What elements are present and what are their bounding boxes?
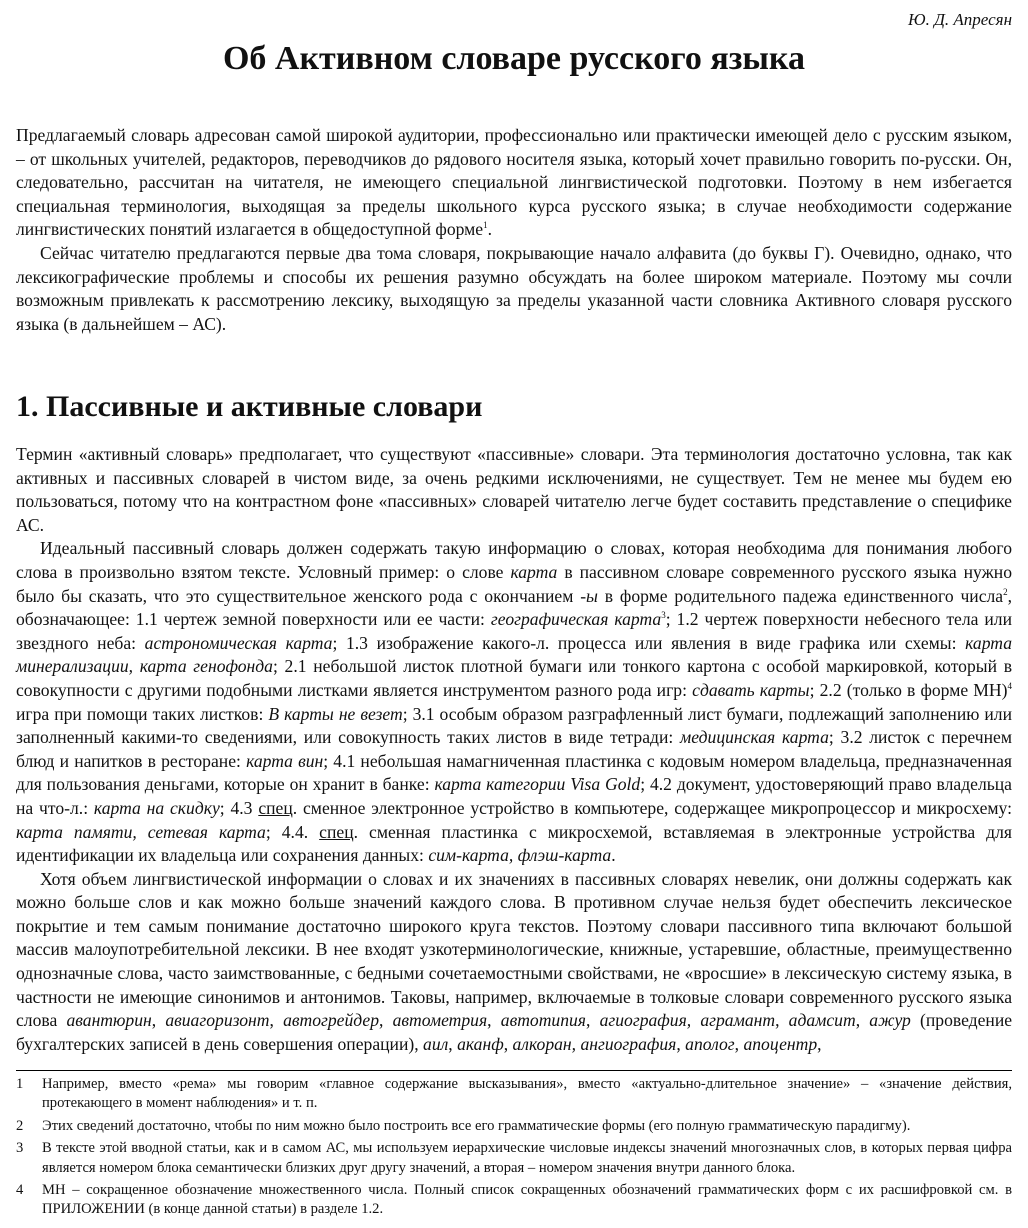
footnote-text: Например, вместо «рема» мы говорим «главное содержание высказывания», вместо «актуально-длительное значение» – «значение действия, протекающего в момент наблюдения» и т. п. [42, 1076, 1012, 1112]
section-paragraph-2: Идеальный пассивный словарь должен содержать такую информацию о словах, которая необходима для понимания любого слова в произвольно взятом тексте. Условный пример: о слове карта в пассивном словаре современного русского языка нужно было бы сказать, что это существительное женского рода с окончанием -ы в форме родительного падежа единственного числа$^2$, обозначающее: 1.1 чертеж земной поверхности или ее части: географическая карта$^3$; 1.2 чертеж поверхности небесного тела или звездного неба: астрономическая карта; 1.3 изображение какого-л. процесса или явления в виде графика или схемы: карта минерализации, карта генофонда; 2.1 небольшой листок плотной бумаги или тонкого картона с особой маркировкой, который в совокупности с другими подобными листками является инструментом разного рода игр: сдавать карты; 2.2 (только в форме МН)$^4$ игра при помощи таких листков: В карты не везет; 3.1 особым образом разграфленный лист бумаги, подлежащий заполнению или заполненный какими-то сведениями, или совокупность таких листов в виде тетради: медицинская карта; 3.2 листок с перечнем блюд и напитков в ресторане: карта вин; 4.1 небольшая намагниченная пластинка с кодовым номером владельца, предназначенная для пользования деньгами, которые он хранит в банке: карта категории Visa Gold; 4.2 документ, удостоверяющий право владельца на что-л.: карта на скидку; 4.3 спец. сменное электронное устройство в компьютере, содержащее микропроцессор и микросхему: карта памяти, сетевая карта; 4.4. спец. сменная пластинка с микросхемой, вставляемая в электронные устройства для идентификации их владельца или сохранения данных: сим-карта, флэш-карта. [16, 538, 1013, 866]
footnote-ref-4[interactable]: 4 [1007, 681, 1012, 692]
footnote [16, 1117, 1012, 1136]
footnote-text: МН – сокращенное обозначение множественного числа. Полный список сокращенных обозначений грамматических форм с их расшифровкой см. в ПРИЛОЖЕНИИ (в конце данной статьи) в разделе 1.2. [42, 1182, 1012, 1218]
footnote-number: 2 [16, 1117, 24, 1134]
footnote-ref-2[interactable]: 2 [1003, 586, 1008, 597]
section-paragraph-1: Термин «активный словарь» предполагает, что существуют «пассивные» словари. Эта терминология достаточно условна, так как активных и пассивных словарей в чистом виде, за очень редкими исключениями, не существует. Тем не менее мы будем ею пользоваться, потому что на контрастном фоне «пассивных» словарей читателю легче будет составить представление о специфике АС. [16, 444, 1012, 535]
footnote [16, 1075, 1012, 1114]
section-1-body [16, 443, 1012, 1056]
footnote-number: 1 [16, 1076, 24, 1092]
footnote-ref-3[interactable]: 3 [661, 610, 666, 621]
intro-section [16, 124, 1012, 336]
footnotes [16, 1070, 1012, 1223]
section-heading: 1. Пассивные и активные словари [16, 390, 483, 423]
intro-paragraph-1: Предлагаемый словарь адресован самой широкой аудитории, профессионально или практически имеющей дело с русским языком, – от школьных учителей, редакторов, переводчиков до рядового носителя языка, который хочет правильно говорить по-русски. Он, следовательно, рассчитан на читателя, не имеющего специальной лингвистической подготовки. Поэтому в нем избегается специальная терминология, выходящая за пределы школьного курса русского языка; в случае необходимости содержание лингвистических понятий излагается в общедоступной форме$^1$. [16, 125, 1012, 240]
author-name: Ю. Д. Апресян [908, 10, 1012, 29]
section-paragraph-3: Хотя объем лингвистической информации о словах и их значениях в пассивных словарях невелик, они должны содержать как можно больше слов и как можно больше значений каждого слова. В противном случае нельзя будет обеспечить лексическое покрытие и тем самым понимание достаточно широкого круга текстов. Поэтому словари пассивного типа включают большой массив малоупотребительной лексики. В нее входят узкотерминологические, книжные, устаревшие, областные, преимущественно однозначные слова, часто заимствованные, с бедными сочетаемостными свойствами, не «вросшие» в лексическую систему языка, в частности не имеющие синонимов и антонимов. Таковы, например, включаемые в толковые словари современного русского языка слова авантюрин, авиагоризонт, автогрейдер, автометрия, автотипия, агиография, аграмант, адамсит, ажур (проведение бухгалтерских записей в день совершения операции), аил, аканф, алкоран, ангиография, аполог, апоцентр, [16, 868, 1013, 1054]
footnote-text: В тексте этой вводной статьи, как и в самом АС, мы используем иерархические числовые индексы значений многозначных слов, в которых первая цифра является номером блока семантически близких друг другу значений, а вторая – номером значения внутри данного блока. [42, 1140, 1012, 1176]
footnote-text: Этих сведений достаточно, чтобы по ним можно было построить все его грамматические формы (его полную грамматическую парадигму). [42, 1117, 911, 1134]
intro-paragraph-2: Сейчас читателю предлагаются первые два тома словаря, покрывающие начало алфавита (до буквы Г). Очевидно, однако, что лексикографические проблемы и способы их решения разумно обсуждать на более широком материале. Поэтому мы сочли возможным привлекать к рассмотрению лексику, выходящую за пределы указанной части словника Активного словаря русского языка (в дальнейшем – АС). [16, 242, 1012, 334]
footnote-number: 4 [16, 1182, 24, 1199]
footnote-number: 3 [16, 1140, 24, 1157]
article-title: Об Активном словаре русского языка [222, 40, 806, 77]
footnote [16, 1139, 1012, 1178]
footnote [16, 1181, 1012, 1220]
footnote-ref-1[interactable]: 1 [483, 220, 488, 231]
